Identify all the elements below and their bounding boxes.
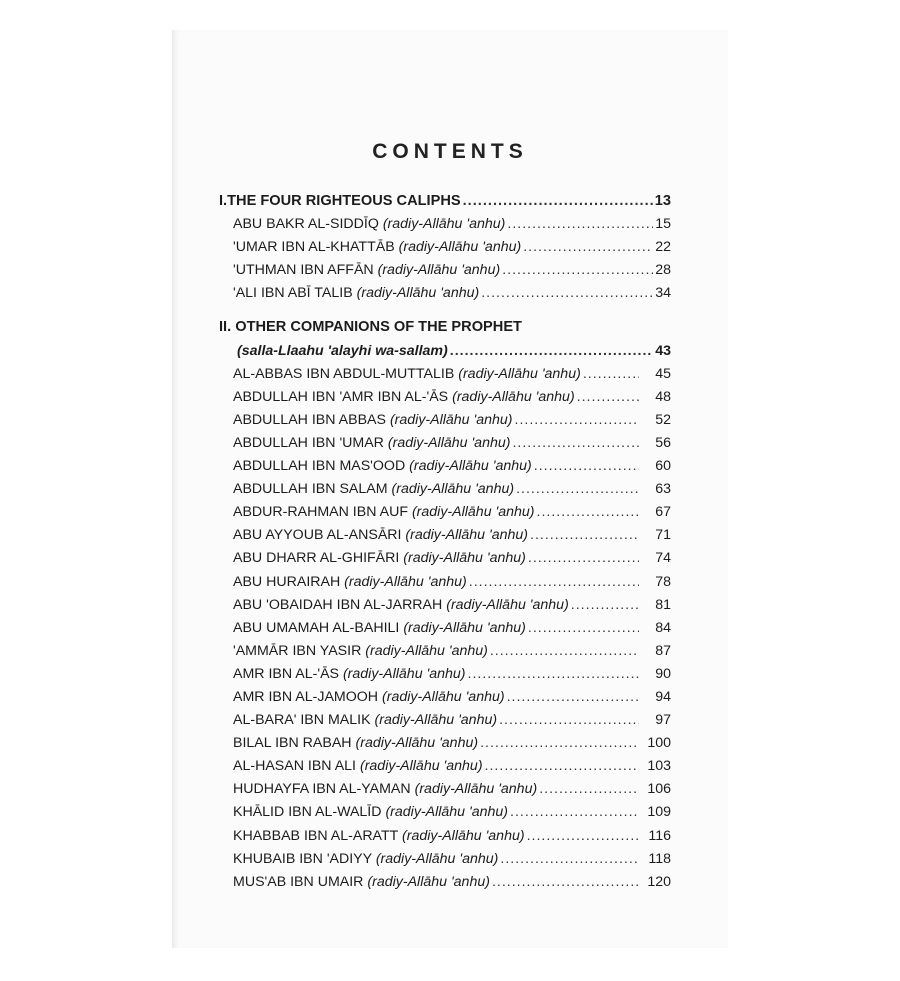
entry-name xyxy=(233,709,497,732)
entry-title: AL-HASAN IBN ALI xyxy=(233,758,357,775)
entry-honorific: (radiy-Allāhu 'anhu) xyxy=(377,262,501,279)
entry-name xyxy=(233,594,569,617)
dot-leader xyxy=(530,524,639,547)
entry-honorific: (radiy-Allāhu 'anhu) xyxy=(414,781,538,798)
entry-page-number: 109 xyxy=(647,804,671,821)
dot-leader xyxy=(469,571,639,594)
toc-entry xyxy=(219,640,671,663)
entry-honorific: (radiy-Allāhu 'anhu) xyxy=(375,850,499,867)
entry-title: KHABBAB IBN AL-ARATT xyxy=(233,827,399,844)
toc-entry xyxy=(219,409,671,432)
entry-page-number: 74 xyxy=(655,550,671,567)
dot-leader xyxy=(516,478,639,501)
entry-honorific: (radiy-Allāhu 'anhu) xyxy=(391,481,515,498)
entry-name xyxy=(233,825,525,848)
entry-title: BILAL IBN RABAH xyxy=(233,735,352,752)
toc-entry xyxy=(219,825,671,848)
entry-page-number: 90 xyxy=(655,665,671,682)
entry-honorific: (radiy-Allāhu 'anhu) xyxy=(405,527,528,544)
section-heading-2 xyxy=(219,316,671,339)
toc-entry xyxy=(219,524,671,547)
section-heading-2-continued xyxy=(219,340,671,363)
section-page-number: 13 xyxy=(654,193,671,209)
entry-title: AL-BARA' IBN MALIK xyxy=(233,712,371,729)
toc-entry xyxy=(219,386,671,409)
entry-page-number: 56 xyxy=(655,434,671,451)
entry-page-number: 48 xyxy=(655,388,671,405)
entry-title: AMR IBN AL-JAMOOH xyxy=(233,688,379,705)
entry-honorific: (radiy-Allāhu 'anhu) xyxy=(409,458,532,475)
toc-entry xyxy=(219,236,671,259)
dot-leader xyxy=(534,455,639,478)
entry-honorific: (radiy-Allāhu 'anhu) xyxy=(382,216,506,233)
entry-name xyxy=(233,686,505,709)
entry-page-number: 81 xyxy=(655,596,671,613)
entry-title: ABDULLAH IBN 'AMR IBN AL-'ĀS xyxy=(233,388,449,405)
toc-entry xyxy=(219,594,671,617)
entry-name xyxy=(233,455,532,478)
entry-name xyxy=(233,524,528,547)
toc-entry xyxy=(219,282,671,305)
entry-title: 'UMAR IBN AL-KHATTĀB xyxy=(233,239,395,256)
dot-leader xyxy=(492,871,639,894)
entry-name xyxy=(233,778,537,801)
entry-title: ABU DHARR AL-GHIFĀRI xyxy=(233,550,400,567)
entry-name xyxy=(233,236,521,259)
entry-honorific: (radiy-Allāhu 'anhu) xyxy=(387,434,511,451)
entry-title: KHĀLID IBN AL-WALĪD xyxy=(233,804,382,821)
entry-honorific: (radiy-Allāhu 'anhu) xyxy=(382,688,505,705)
entry-page-number: 15 xyxy=(655,216,671,233)
section-heading-1 xyxy=(219,190,671,213)
entry-title: AL-ABBAS IBN ABDUL-MUTTALIB xyxy=(233,365,455,382)
dot-leader xyxy=(463,190,653,213)
entry-honorific: (radiy-Allāhu 'anhu) xyxy=(365,642,488,659)
dot-leader xyxy=(512,432,639,455)
dot-leader xyxy=(507,213,653,236)
page-title: CONTENTS xyxy=(372,140,528,163)
entry-honorific: (radiy-Allāhu 'anhu) xyxy=(458,365,581,382)
dot-leader xyxy=(499,709,639,732)
toc-entry xyxy=(219,432,671,455)
entry-name xyxy=(233,571,467,594)
entry-title: 'UTHMAN IBN AFFĀN xyxy=(233,262,374,279)
toc-entry xyxy=(219,686,671,709)
entry-title: ABDULLAH IBN ABBAS xyxy=(233,411,386,428)
toc-entry xyxy=(219,732,671,755)
dot-leader xyxy=(528,617,639,640)
entry-page-number: 67 xyxy=(655,504,671,521)
entry-title: ABU UMAMAH AL-BAHILI xyxy=(233,619,400,636)
entry-title: 'AMMĀR IBN YASIR xyxy=(233,642,362,659)
dot-leader xyxy=(502,259,653,282)
toc-entry xyxy=(219,501,671,524)
entry-page-number: 84 xyxy=(655,619,671,636)
dot-leader xyxy=(537,501,639,524)
entry-honorific: (radiy-Allāhu 'anhu) xyxy=(403,550,526,567)
entry-name xyxy=(233,848,498,871)
entry-page-number: 103 xyxy=(647,758,671,775)
entry-page-number: 22 xyxy=(655,239,671,256)
entry-name xyxy=(233,478,514,501)
entry-title: ABDULLAH IBN MAS'OOD xyxy=(233,458,406,475)
entry-name xyxy=(233,432,510,455)
toc-entry xyxy=(219,571,671,594)
entry-honorific: (radiy-Allāhu 'anhu) xyxy=(359,758,483,775)
entry-honorific: (radiy-Allāhu 'anhu) xyxy=(446,596,569,613)
entry-title: ABDULLAH IBN SALAM xyxy=(233,481,388,498)
entry-title: MUS'AB IBN UMAIR xyxy=(233,873,364,890)
entry-name xyxy=(233,617,526,640)
dot-leader xyxy=(485,755,639,778)
entry-honorific: (radiy-Allāhu 'anhu) xyxy=(367,873,490,890)
toc-entry xyxy=(219,871,671,894)
entry-name xyxy=(233,640,488,663)
section-page-number: 43 xyxy=(655,342,671,359)
entry-honorific: (radiy-Allāhu 'anhu) xyxy=(403,619,526,636)
entry-page-number: 100 xyxy=(647,735,671,752)
section-title: II. OTHER COMPANIONS OF THE PROPHET xyxy=(219,319,522,336)
entry-honorific: (radiy-Allāhu 'anhu) xyxy=(356,285,480,302)
dot-leader xyxy=(507,686,639,709)
entry-title: HUDHAYFA IBN AL-YAMAN xyxy=(233,781,411,798)
entry-name xyxy=(233,501,535,524)
entry-page-number: 116 xyxy=(648,827,671,844)
entry-name xyxy=(233,871,490,894)
toc-entry xyxy=(219,547,671,570)
entry-name xyxy=(233,363,581,386)
entry-honorific: (radiy-Allāhu 'anhu) xyxy=(342,665,466,682)
dot-leader xyxy=(510,801,639,824)
entry-name xyxy=(233,282,479,305)
entry-page-number: 97 xyxy=(655,712,671,729)
entry-title: ABDULLAH IBN 'UMAR xyxy=(233,434,384,451)
toc-entry xyxy=(219,848,671,871)
entry-honorific: (radiy-Allāhu 'anhu) xyxy=(411,504,535,521)
toc-entry xyxy=(219,213,671,236)
entry-title: ABU HURAIRAH xyxy=(233,573,341,590)
dot-leader xyxy=(583,363,639,386)
entry-page-number: 94 xyxy=(655,688,671,705)
entry-honorific: (radiy-Allāhu 'anhu) xyxy=(355,735,479,752)
table-of-contents xyxy=(219,190,671,894)
entry-page-number: 106 xyxy=(647,781,671,798)
dot-leader xyxy=(450,340,653,363)
toc-entry xyxy=(219,455,671,478)
entry-name xyxy=(233,732,478,755)
entry-name xyxy=(233,801,508,824)
toc-entry xyxy=(219,709,671,732)
entry-page-number: 87 xyxy=(655,642,671,659)
entry-page-number: 34 xyxy=(655,285,671,302)
toc-entry xyxy=(219,259,671,282)
entry-page-number: 52 xyxy=(655,411,671,428)
entry-title: ABU AYYOUB AL-ANSĀRI xyxy=(233,527,402,544)
entry-page-number: 60 xyxy=(655,458,671,475)
dot-leader xyxy=(500,848,639,871)
entry-name xyxy=(233,755,483,778)
entry-honorific: (radiy-Allāhu 'anhu) xyxy=(385,804,509,821)
entry-honorific: (radiy-Allāhu 'anhu) xyxy=(452,388,575,405)
entry-page-number: 78 xyxy=(655,573,671,590)
dot-leader xyxy=(523,236,653,259)
dot-leader xyxy=(481,282,653,305)
toc-entry xyxy=(219,663,671,686)
dot-leader xyxy=(527,825,639,848)
entry-page-number: 45 xyxy=(655,365,671,382)
entry-name xyxy=(233,213,505,236)
entry-name xyxy=(233,386,575,409)
entry-page-number: 71 xyxy=(655,527,671,544)
section-title: I.THE FOUR RIGHTEOUS CALIPHS xyxy=(219,193,461,209)
toc-entry xyxy=(219,801,671,824)
entry-title: KHUBAIB IBN 'ADIYY xyxy=(233,850,372,867)
entry-honorific: (radiy-Allāhu 'anhu) xyxy=(398,239,522,256)
entry-honorific: (radiy-Allāhu 'anhu) xyxy=(344,573,467,590)
entry-name xyxy=(233,547,526,570)
toc-entry xyxy=(219,363,671,386)
entry-name xyxy=(233,409,513,432)
dot-leader xyxy=(571,594,639,617)
dot-leader xyxy=(577,386,639,409)
dot-leader xyxy=(480,732,639,755)
toc-entry xyxy=(219,617,671,640)
entry-page-number: 28 xyxy=(655,262,671,279)
entry-name xyxy=(233,259,500,282)
entry-title: AMR IBN AL-'ĀS xyxy=(233,665,339,682)
book-page xyxy=(172,30,728,948)
dot-leader xyxy=(528,547,639,570)
toc-entry xyxy=(219,755,671,778)
entry-honorific: (radiy-Allāhu 'anhu) xyxy=(389,411,513,428)
entry-honorific: (radiy-Allāhu 'anhu) xyxy=(374,712,498,729)
entry-honorific: (radiy-Allāhu 'anhu) xyxy=(402,827,525,844)
dot-leader xyxy=(515,409,639,432)
entry-page-number: 63 xyxy=(655,481,671,498)
dot-leader xyxy=(490,640,639,663)
entry-title: ABDUR-RAHMAN IBN AUF xyxy=(233,504,408,521)
section-subtitle: (salla-Llaahu 'alayhi wa-sallam) xyxy=(237,342,448,359)
entry-title: 'ALI IBN ABĪ TALIB xyxy=(233,285,353,302)
entry-page-number: 120 xyxy=(647,873,671,890)
dot-leader xyxy=(539,778,639,801)
entry-name xyxy=(233,663,466,686)
entry-title: ABU 'OBAIDAH IBN AL-JARRAH xyxy=(233,596,443,613)
entry-page-number: 118 xyxy=(648,850,671,867)
toc-entry xyxy=(219,778,671,801)
entry-title: ABU BAKR AL-SIDDĪQ xyxy=(233,216,379,233)
dot-leader xyxy=(468,663,639,686)
toc-entry xyxy=(219,478,671,501)
